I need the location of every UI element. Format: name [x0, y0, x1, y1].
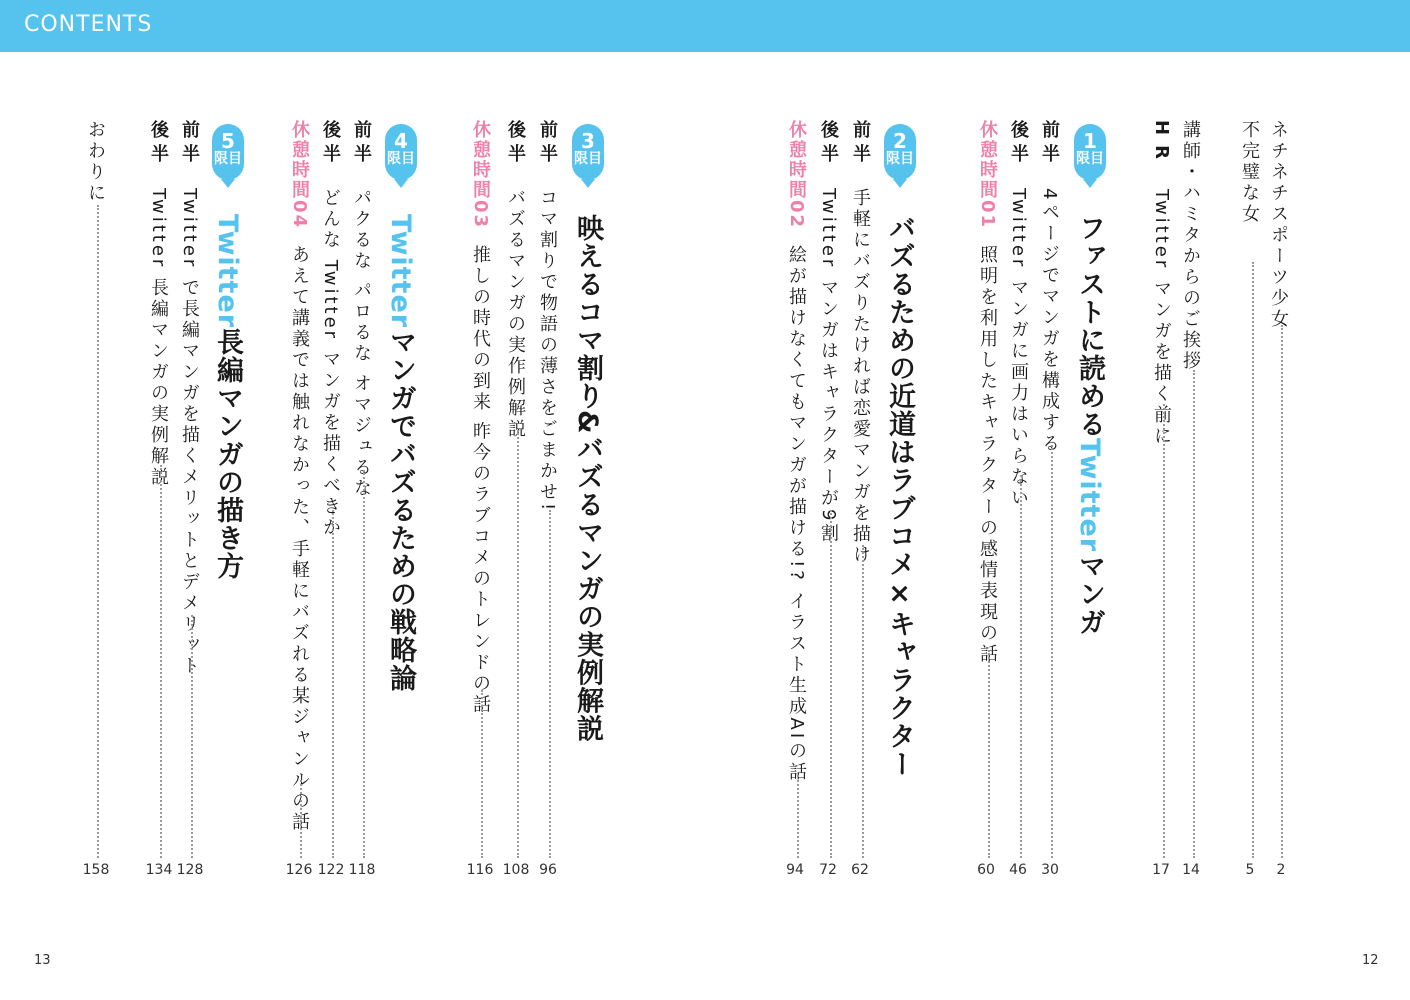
page-number: 116 [466, 862, 494, 878]
leader-dots [862, 545, 864, 858]
page-number: 2 [1276, 862, 1286, 878]
page-number: 5 [1245, 862, 1255, 878]
entry-title: Twitter 長編マンガの実例解説 [148, 188, 169, 489]
entry-title: 推しの時代の到来 昨今のラブコメのトレンドの話 [470, 245, 491, 716]
leader-dots [191, 615, 193, 858]
zenhan-label: 前半 [179, 120, 200, 168]
kohan-label: 後半 [1008, 120, 1029, 168]
toc-entry-3-break[interactable] [471, 120, 489, 716]
folio-left: 13 [34, 953, 51, 968]
hr-label: HR [1151, 120, 1172, 169]
chapter-title-3[interactable]: 映えるコマ割り&バズるマンガの実例解説 [572, 214, 603, 743]
leader-dots [830, 510, 832, 858]
entry-title: 絵が描けなくてもマンガが描ける!? イラスト生成AIの話 [786, 245, 807, 784]
toc-entry-2-1[interactable] [851, 120, 869, 566]
page-number: 118 [348, 862, 376, 878]
toc-entry-4-1[interactable] [352, 120, 370, 499]
page-number: 96 [539, 862, 557, 878]
leader-dots [549, 510, 551, 858]
toc-entry-intro-3[interactable] [1181, 120, 1199, 372]
leader-dots [1193, 370, 1195, 858]
entry-title: ネチネチスポーツ少女 [1268, 120, 1289, 330]
leader-dots [160, 465, 162, 858]
entry-title: あえて講義では触れなかった、手軽にバズれる某ジャンルの話 [289, 245, 310, 834]
toc-entry-outro[interactable] [86, 120, 104, 204]
chapter-title-1[interactable]: ファストに読めるTwitterマンガ [1074, 214, 1105, 637]
leader-dots [97, 205, 99, 858]
toc-entry-5-1[interactable] [180, 120, 198, 677]
toc-entry-1-2[interactable] [1009, 120, 1027, 509]
zenhan-label: 前半 [351, 120, 372, 168]
leader-dots [1281, 325, 1283, 858]
zenhan-label: 前半 [537, 120, 558, 168]
kohan-label: 後半 [148, 120, 169, 168]
leader-dots [1020, 475, 1022, 858]
page-number: 14 [1182, 862, 1200, 878]
page-number: 128 [176, 862, 204, 878]
page-number: 94 [786, 862, 804, 878]
chapter-badge-3: 3 限目 [572, 124, 604, 180]
page-number: 62 [851, 862, 869, 878]
entry-title: Twitter マンガに画力はいらない [1008, 188, 1029, 510]
toc-entry-4-2[interactable] [321, 120, 339, 539]
entry-title: バズるマンガの実作例解説 [505, 188, 526, 440]
chapter-badge-1: 1 限目 [1074, 124, 1106, 180]
page-number: 122 [317, 862, 345, 878]
entry-title: Twitter マンガはキャラクターが9割 [818, 188, 839, 545]
page-title: CONTENTS [24, 12, 153, 37]
entry-title: 不完璧な女 [1239, 120, 1260, 225]
toc-entry-3-2[interactable] [506, 120, 524, 440]
toc-entry-1-break[interactable] [978, 120, 996, 665]
entry-title: おわりに [85, 120, 106, 204]
entry-title: パクるな パロるな オマジュるな [351, 188, 372, 500]
page-number: 72 [819, 862, 837, 878]
leader-dots [797, 775, 799, 858]
entry-title: コマ割りで物語の薄さをごまかせ! [537, 188, 558, 514]
break-label: 休憩時間03 [470, 120, 491, 230]
leader-dots [1163, 404, 1165, 858]
toc-entry-2-2[interactable] [819, 120, 837, 545]
leader-dots [1252, 262, 1254, 858]
chapter-title-5[interactable]: Twitter長編マンガの描き方 [212, 214, 243, 581]
leader-dots [1051, 445, 1053, 858]
toc-entry-intro-4[interactable] [1152, 120, 1170, 447]
leader-dots [363, 470, 365, 858]
entry-title: Twitter で長編マンガを描くメリットとデメリット [179, 188, 200, 678]
kohan-label: 後半 [320, 120, 341, 168]
leader-dots [332, 510, 334, 858]
page-number: 134 [145, 862, 173, 878]
kohan-label: 後半 [505, 120, 526, 168]
folio-right: 12 [1362, 953, 1379, 968]
chapter-badge-5: 5 限目 [212, 124, 244, 180]
page-number: 158 [82, 862, 110, 878]
toc-entry-2-break[interactable] [787, 120, 805, 783]
entry-title: 照明を利用したキャラクターの感情表現の話 [977, 245, 998, 666]
zenhan-label: 前半 [1039, 120, 1060, 168]
page-number: 46 [1009, 862, 1027, 878]
leader-dots [517, 430, 519, 858]
toc-entry-5-2[interactable] [149, 120, 167, 488]
page-number: 17 [1152, 862, 1170, 878]
chapter-title-2[interactable]: バズるための近道はラブコメ×キャラクター [884, 214, 915, 778]
zenhan-label: 前半 [850, 120, 871, 168]
toc-entry-1-1[interactable] [1040, 120, 1058, 454]
toc-entry-intro-1[interactable] [1269, 120, 1287, 330]
page-number: 108 [502, 862, 530, 878]
entry-title: 4ページでマンガを構成する [1039, 188, 1060, 455]
chapter-badge-2: 2 限目 [884, 124, 916, 180]
entry-title: 手軽にバズりたければ恋愛マンガを描け [850, 188, 871, 566]
entry-title: Twitter マンガを描く前に [1151, 188, 1172, 447]
page-number: 30 [1041, 862, 1059, 878]
chapter-badge-4: 4 限目 [385, 124, 417, 180]
page-number: 60 [977, 862, 995, 878]
toc-entry-intro-2[interactable] [1240, 120, 1258, 225]
leader-dots [481, 690, 483, 858]
break-label: 休憩時間02 [786, 120, 807, 230]
leader-dots [988, 650, 990, 858]
kohan-label: 後半 [818, 120, 839, 168]
leader-dots [300, 780, 302, 858]
break-label: 休憩時間04 [289, 120, 310, 230]
chapter-title-4[interactable]: Twitterマンガでバズるための戦略論 [385, 214, 416, 693]
entry-title: どんな Twitter マンガを描くべきか [320, 188, 341, 539]
toc-entry-4-break[interactable] [290, 120, 308, 833]
break-label: 休憩時間01 [977, 120, 998, 230]
page-number: 126 [285, 862, 313, 878]
entry-title: 講師・ハミタからのご挨拶 [1180, 120, 1201, 372]
toc-entry-3-1[interactable] [538, 120, 556, 513]
